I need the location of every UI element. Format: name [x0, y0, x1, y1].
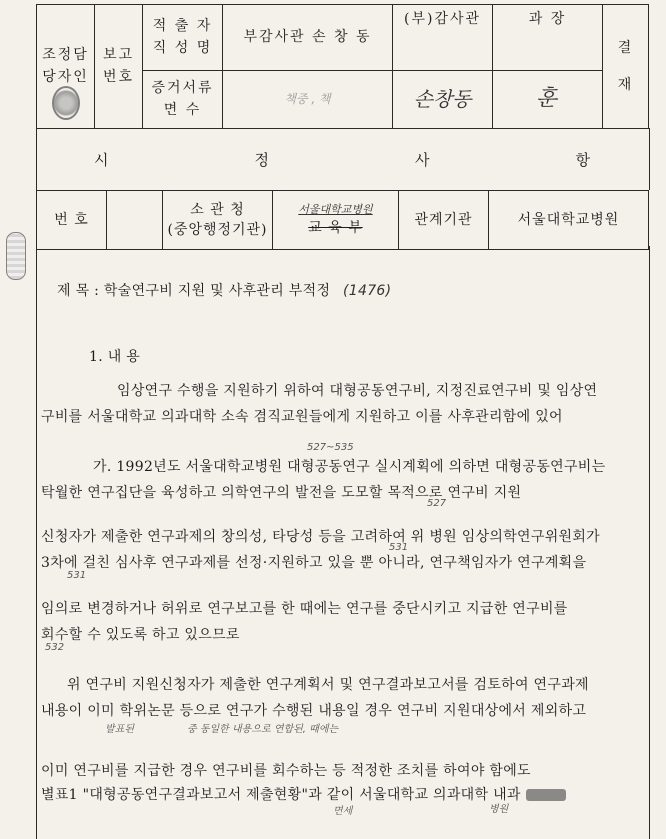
note-hospital: 병원: [489, 804, 509, 815]
related-value: 서울대학교병원: [517, 211, 620, 228]
body-line-9: 위 연구비 지원신청자가 제출한 연구계획서 및 연구결과보고서를 검토하여 연구과제: [67, 677, 589, 693]
binder-hole-mark: [6, 232, 26, 280]
document-title: [57, 280, 391, 300]
body-line-12-text: 별표1 "대형공동연구결과보고서 제출현황"과 같이 서울대학교 의과대학 내과: [41, 787, 521, 803]
related-value-cell: [489, 191, 649, 250]
authority-label-cell: [163, 191, 273, 250]
matters-char-2: 정: [254, 150, 271, 169]
related-label: 관계기관: [414, 211, 473, 228]
number-value-cell: [107, 191, 163, 250]
document-title-note: (1476): [343, 283, 392, 299]
deputy-auditor-cell: [393, 5, 493, 71]
body-line-10: 내용이 이미 학위논문 등으로 연구가 수행된 내용일 경우 연구비 지원대상에서 제외하고: [41, 703, 587, 719]
deputy-signature: 손창동: [413, 87, 472, 111]
related-label-cell: [399, 191, 489, 250]
number-label-cell: [37, 191, 107, 250]
note-same-content: 중 동일한 내용으로 연합된, 때에는: [187, 724, 339, 735]
section-heading: 1. 내 용: [89, 349, 141, 365]
body-line-11: 이미 연구비를 지급한 경우 연구비를 회수하는 등 적정한 조치를 하여야 함에도: [41, 763, 531, 779]
body-section: [36, 246, 650, 839]
matters-char-3: 사: [415, 150, 432, 169]
evidence-value: 책중 , 책: [284, 91, 331, 106]
section-chief-label: 과 장: [528, 11, 567, 27]
note-exempt: 면세: [333, 806, 353, 817]
pointer-label-cell: [143, 5, 223, 71]
note-published: 발표된: [105, 724, 134, 735]
body-line-12: [41, 784, 566, 804]
body-line-3: 가. 1992년도 서울대학교병원 대형공동연구 실시계획에 의하면 대형공동연구비는: [93, 459, 606, 475]
note-527-535: 527~535: [307, 442, 354, 453]
number-label: 번 호: [54, 211, 89, 228]
note-532: 532: [45, 642, 65, 653]
approval-label: 결 재: [617, 40, 634, 93]
matters-char-1: 시: [94, 150, 111, 169]
report-number-label: 보고 번호: [102, 46, 135, 85]
evidence-label: 증거서류 면 수: [151, 79, 214, 118]
deputy-auditor-label: (부)감사관: [403, 11, 482, 27]
redaction-blot: [526, 789, 566, 801]
header-table: [36, 4, 649, 129]
document-title-text: 제 목 : 학술연구비 지원 및 사후관리 부적정: [57, 283, 331, 299]
authority-label: 소 관 청 (중앙행정기관): [167, 201, 268, 238]
body-line-6: 3차에 걸친 심사후 연구과제를 선정·지원하고 있을 뿐 아니라, 연구책임자가 연구계획을: [41, 555, 587, 571]
pointer-name: 부감사관 손 창 동: [243, 28, 372, 45]
section-chief-cell: [493, 5, 603, 71]
seal-stamp: [52, 86, 80, 124]
deputy-signature-cell: [393, 71, 493, 129]
authority-handwritten: 서울대학교병원: [298, 202, 373, 216]
body-line-7: 임의로 변경하거나 허위로 연구보고를 한 때에는 연구를 중단시키고 지급한 연구비를: [41, 601, 568, 617]
matters-char-4: 항: [575, 150, 592, 169]
responsible-person-label: 조정담 당자인: [42, 46, 89, 85]
authority-value: 교 육 부: [308, 219, 363, 236]
chief-signature: 훈: [535, 86, 560, 112]
body-line-5: 신청자가 제출한 연구과제의 창의성, 타당성 등을 고려하여 위 병원 임상의학연구위원회가: [41, 529, 600, 545]
evidence-value-cell: [223, 71, 393, 129]
authority-table: [36, 190, 649, 250]
approval-cell: [603, 5, 649, 129]
body-line-4: 탁월한 연구집단을 육성하고 의학연구의 발전을 도모할 목적으로 연구비 지원: [41, 485, 522, 501]
body-line-1: 임상연구 수행을 지원하기 위하여 대형공동연구비, 지정진료연구비 및 임상연: [117, 383, 598, 399]
pointer-label: 적 출 자 직 성 명: [152, 17, 213, 56]
note-531-b: 531: [67, 570, 87, 581]
chief-signature-cell: [493, 71, 603, 129]
body-line-2: 구비를 서울대학교 의과대학 소속 겸직교원들에게 지원하고 이를 사후관리함에 있어: [41, 409, 563, 425]
note-531-a: 531: [389, 542, 409, 553]
body-line-8: 회수할 수 있도록 하고 있으므로: [41, 627, 240, 643]
evidence-label-cell: [143, 71, 223, 129]
authority-value-cell: [273, 191, 399, 250]
note-527: 527: [427, 498, 447, 509]
matters-heading: [36, 128, 650, 190]
pointer-name-cell: [223, 5, 393, 71]
report-number-cell: [95, 5, 143, 129]
